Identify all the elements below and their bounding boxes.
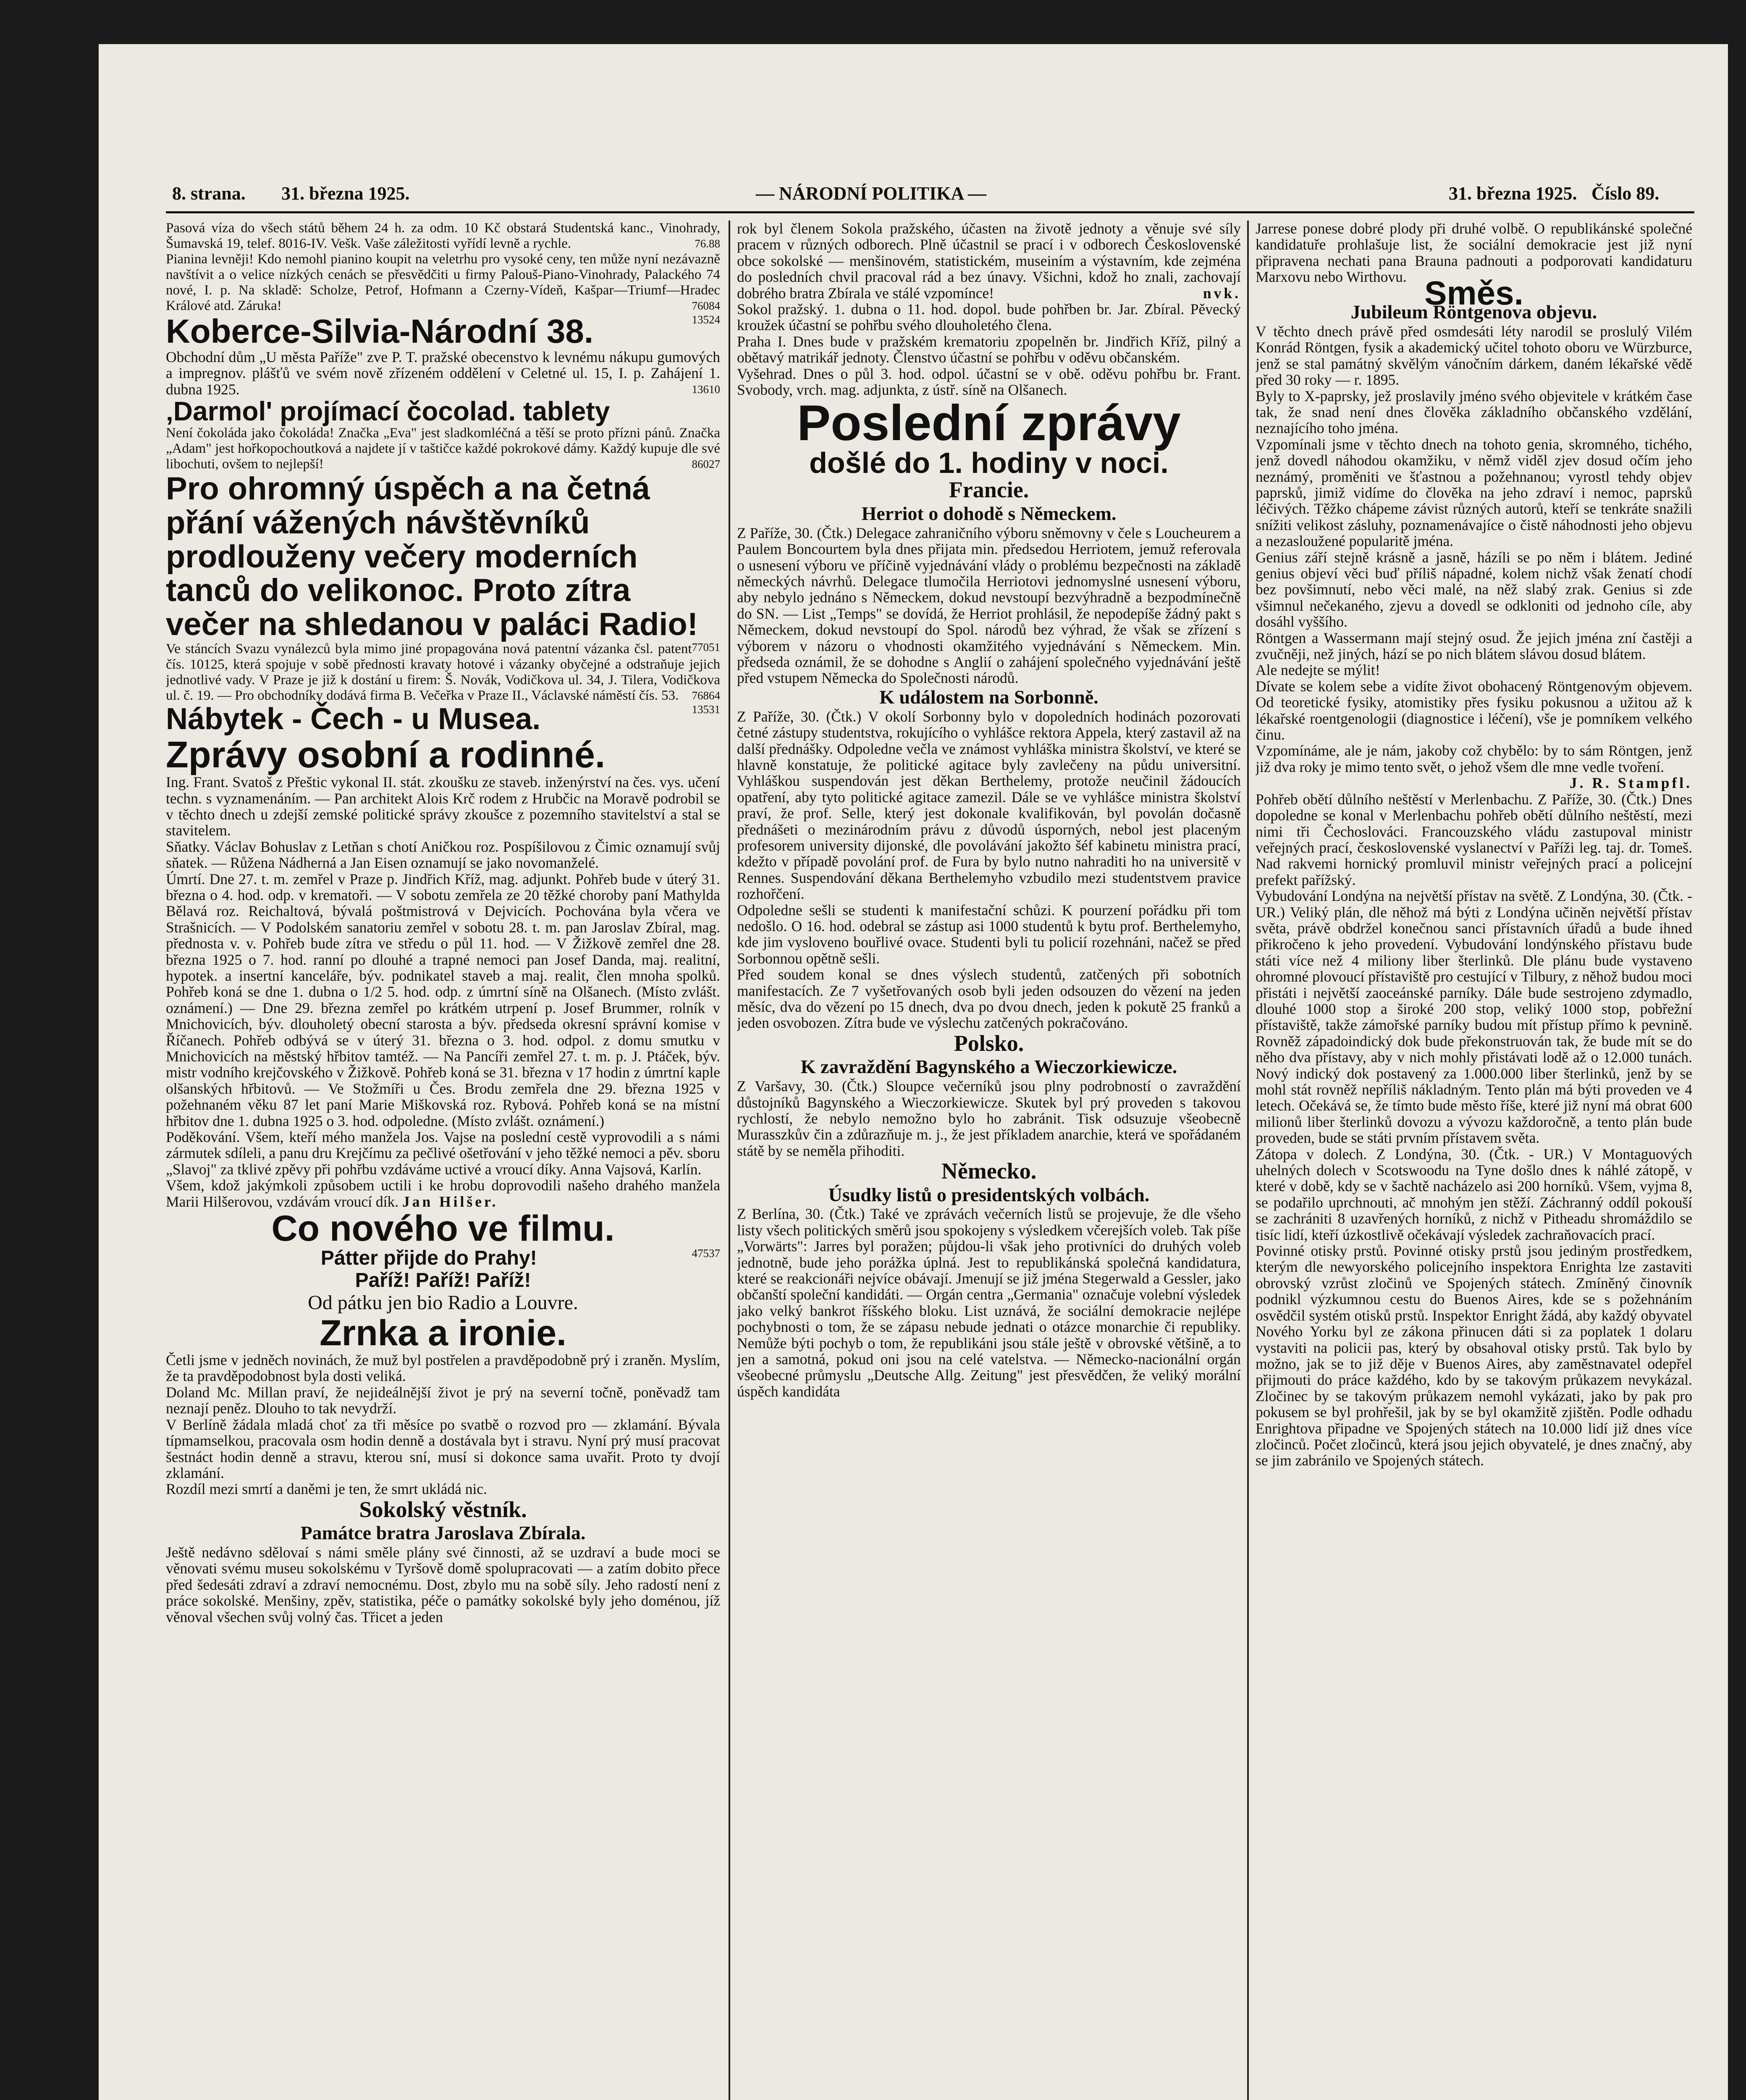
heading-bagynski: K zavraždění Bagynského a Wieczorkiewicze. [800, 1056, 1177, 1078]
page-header [172, 183, 1688, 206]
header-rule [166, 211, 1694, 213]
zrnka-4: Rozdíl mezi smrtí a daněmi je ten, že smrt ukládá nic. [166, 1480, 487, 1498]
zrnka-1: Četli jsme v jedněch novinách, že muž byl postřelen a pravděpodobně prý i zraněn. Myslím, že ta pravděpodobnost byla dosti veliká. [166, 1352, 720, 1385]
polsko-article: Z Varšavy, 30. (Čtk.) Sloupce večerníků jsou plny podrobností o zavraždění důstojníků Bagynského a Wieczorkiewicze. Skutek byl prý proveden s takovou rychlostí, že nebylo nemožno bylo ho zabránit. Tisk odsuzuje všeobecně Murasszkův čin a zdůrazňuje m. j., že jest příkladem anarchie, která ve spořádaném státě by se neměla přihoditi. [737, 1078, 1241, 1159]
page-number: 8. strana. [172, 183, 246, 204]
sokol-text: Ještě nedávno sdělovaí s námi směle plány své činnosti, až se uzdraví a bude moci se věnovati svému museu sokolskému v Tyršově domě spolupracovati — a zatím dobito přece před šedesáti zdraví a zdraví nemocnému. Dost, zbylo mu na sobě síly. Jeho radostí není z práce sokolské. Menšiny, zpěv, statistika, péče o památky sokolské byly jeho doménou, jíž věnoval všechen svůj volný čas. Třicet a jeden [166, 1544, 720, 1625]
heading-francie: Francie. [949, 477, 1029, 503]
rontgen-7: Dívate se kolem sebe a vidíte život obohacený Röntgenovým objevem. Od teoretické fysiky, atomistiky přes fysiku pokusnou a užitou až k lékařské roentgenologii (diagnostice i léčení), vše je pomníkem velkého činu. [1256, 677, 1692, 743]
sokol-prazsky: Sokol pražský. 1. dubna o 11. hod. dopol. bude pohřben br. Jar. Zbíral. Pěvecký kroužek účastní se pohřbu svého dlouholetého člena. [737, 301, 1241, 334]
sorbonna-article-3: Před soudem konal se dnes výslech studentů, zatčených při sobotních manifestacích. Ze 7 vyšetřovaných osob byli jeden odsouzen do vězení na jeden měsíc, dva do vězení po 15 dnech, dva po dvou dnech, jeden k pokutě 25 franků a jeden osvobozen. Zítra bude ve výslechu zatčených pokračováno. [737, 966, 1241, 1032]
ad-darmol: ‚Darmol' projímací čocolad. tablety [166, 396, 610, 427]
section-title-sokolsky-vestnik: Sokolský věstník. [359, 1496, 527, 1522]
section-title-film: Co nového ve filmu. [271, 1208, 615, 1249]
section-subtitle-dosle: došlé do 1. hodiny v noci. [809, 446, 1169, 480]
section-title-zrnka: Zrnka a ironie. [320, 1312, 566, 1353]
newspaper-page [99, 44, 1728, 2100]
news-zatopa: Zátopa v dolech. Z Londýna, 30. (Čtk. - UR.) V Montaguových uhelných dolech v Scotswoodu na Tyne došlo dnes k náhlé zátopě, v které v době, kdy se v šachtě nacházelo asi 200 horníků. Všem, vyjma 8, se podařilo uprchnouti, ač mnohým jen stěží. Záchranný oddíl pokouší se zachrániti 8 uzavřených horníků, z nichž v Pitheadu shromáždilo se tisíc lidí, kteří úzkostlivě očekávají výsledek zachraňovacích prací. [1256, 1145, 1692, 1243]
newspaper-title: — NÁRODNÍ POLITIKA — [756, 183, 986, 204]
rontgen-signature: J. R. Stampfl. [1569, 774, 1692, 792]
nemecko-article: Z Berlína, 30. (Čtk.) Také ve zprávách večerních listů se projevuje, že dle všeho listy všech politických směrů jsou spokojeny s výsledkem včerejších voleb. Tak píše „Vorwärts": Jarres byl poražen; půjdou-li však jeho protivníci do druhých voleb jednotně, bude jeho porážka úplná. Jest to republikánská společná kandidatura, které se reakcionáři nejvíce obávají. Jmenují se již jména Stegerwald a Gessler, jako občanští společní kandidáti. — Orgán centra „Germania" označuje volební výsledek jako velký bankrot říšského bloku. List uznává, že sociální demokracie nejlépe pochybnosti o tom, že se zápasu nebude jednati o otázce monarchie či republiky. Nemůže býti pochyb o tom, že republikáni jsou stále ještě v obrovské většině, a to jen a samotná, pokud oni jsou na celé vatelstva. — Německo-nacionální orgán všeobecné průmyslu „Deutsche Allg. Zeitung" jest přesvědčen, že veliký morální úspěch kandidáta [737, 1205, 1241, 1400]
ad-nabytek: Nábytek - Čech - u Musea. 13531 [166, 702, 720, 736]
ad-obchodni-dum: Obchodní dům „U města Paříže" zve P. T. pražské obecenstvo k levnému nákupu gumových a impregnov. plášťů ve svém nově zřízeném oddělení v Celetné ul. 15, I. p. Zahájení 1. dubna 1925. 13610 [166, 349, 720, 398]
sokol-continued: rok byl členem Sokola pražského, účasten na životě jednoty a věnuje své síly pracem v různých odborech. Plně účastnil se prací i v odborech Československé obce sokolské — menšinovém, statistickém, museiním a výstavním, kde zejména do posledních chvil pracoval rád a bez únavy. Všichni, kdož ho znali, zachovají dobrého bratra Zbírala ve stálé vzpomínce! nvk. [737, 220, 1241, 302]
film-text: Od pátku jen bio Radio a Louvre. [308, 1291, 578, 1314]
praha-1: Praha I. Dnes bude v pražském krematoriu zpopelněn br. Jindřich Kříž, pilný a obětavý matrikář jednoty. Členstvo účastní se pohřbu v oděvu občanském. [737, 333, 1241, 366]
heading-rontgen: Jubileum Röntgenova objevu. [1350, 301, 1597, 323]
column-3 [1256, 220, 1692, 2100]
ad-pasova-text: Pasová víza do všech států během 24 h. za odm. 10 Kč obstará Studentská kanc., Vinohrady, Šumavská 19, telef. 8016-IV. Vešk. Vaše záležitosti vyřídí levně a rychle. 76.88 [166, 220, 720, 251]
header-date-right: 31. března 1925. [1449, 183, 1577, 204]
rontgen-2: Byly to X-paprsky, jež proslavily jméno svého objevitele v krátkém čase tak, že snad není dnes člověka základního občanského vzdělání, neznajícího toho jména. [1256, 387, 1692, 437]
rontgen-3: Vzpomínali jsme v těchto dnech na tohoto genia, skromného, tichého, jenž dovedl náhodou okamžiku, v němž viděl zjev dosud očím jeho neznámý, proměniti ve šťastnou a požehnanou; vyrostl tehdy objev paprsků, jimiž vidíme do člověka na jeho zdraví i nemoc, paprsků léčivých. Těžko chápeme závist různých autorů, kteří se tenkráte snažili snížiti velikost zásluhy, poznamenávajíce o čistě náhodnosti jeho objevu a nezasloužené popularitě jména. [1256, 436, 1692, 550]
heading-polsko: Polsko. [954, 1030, 1024, 1056]
column-2 [737, 220, 1241, 2100]
news-merlenbach: Pohřeb obětí důlního neštěstí v Merlenbachu. Z Paříže, 30. (Čtk.) Dnes dopoledne se konal v Merlenbachu pohřeb obětí důlního neštěstí, mezi nimi tři Čechoslováci. Francouzského vládu zastupoval ministr veřejných prací, československé vyslanectví v Paříži leg. taj. dr. Tomeš. Nad rakvemi hornický promluvil ministr veřejných prací a policejní prefekt pařížský. [1256, 790, 1692, 888]
heading-volby: Úsudky listů o presidentských volbách. [828, 1184, 1150, 1205]
zpravy-intro: Ing. Frant. Svatoš z Přeštic vykonal II. stát. zkoušku ze staveb. inženýrství na čes. vys. učení techn. s vyznamenáním. — Pan architekt Alois Krč rodem z Hrubčic na Moravě podrobil se v těchto dnech u zdejší zemské politické správy zkoušce z pozemního stavitelství a stal se stavitelem. [166, 774, 720, 839]
ad-koberce: Koberce-Silvia-Národní 38. 13524 [166, 312, 720, 350]
heading-nemecko: Německo. [941, 1158, 1037, 1184]
heading-herriot: Herriot o dohodě s Německem. [861, 502, 1117, 524]
zrnka-2: Doland Mc. Millan praví, že nejideálnější život je prý na severní točně, poněvadž tam neznají peněz. Dlouho to tak nevydrží. [166, 1383, 720, 1417]
section-title-smes: Směs. [1424, 274, 1523, 312]
news-londyn: Vybudování Londýna na největší přístav na světě. Z Londýna, 30. (Čtk. - UR.) Veliký plán, dle něhož má býti z Londýna učiněn největší přístav světa, právě obdržel konečnou sanci přístavních úřadů a bude ihned přikročeno k jeho provedení. Vybudování londýnského přístavu bude státi více než 4 miliony liber šterlinků. Dle plánu bude vystaveno ohromné plovoucí přístaviště pro cestující v Tilbury, z něhož budou moci přistáti i největší zaoceánské parníky. Dále bude sestrojeno zdymadlo, dlouhé 1000 stop a široké 200 stop, veliký 1000 stop, pobřežní přístaviště, takže zámořské parníky budou mít přístup přímo k pevnině. Rovněž západoindický dok bude překonstruován tak, že bude mít se do něho dva přístavy, aby v nich mohly přistávati lodě až o 12.000 tunách. Nový indický dok postavený za 1.000.000 liber šterlinků, jenž by se mohl stát rovněž nepříliš nákladným. Tento plán má býti proveden ve 4 letech. Očekává se, že tímto bude město říše, které již nyní má obrat 600 milionů liber šterlinků dovozu a vývozu každoročně, a tento plán bude proveden, bude se státi prvním přístavem světa. [1256, 887, 1692, 1147]
ad-vazanky: Ve stáncích Svazu vynálezců byla mimo jiné propagována nová patentní vázanka čsl. patent čís. 10125, která spojuje v sobě přednosti kravaty hotové i vázanky obyčejné a odstraňuje jejich jednotlivé vady. V Praze je již k dostání u firem: Š. Novák, Vodičkova ul. 34, J. Tilera, Vodičkova ul. č. 19. — Pro obchodníky dodává firma B. Večeřka v Praze II., Václavské náměstí čís. 53. 76864 [166, 641, 720, 704]
zrnka-3: V Berlíně žádala mladá choť za tři měsíce po svatbě o rozvod pro — zklamání. Bývala típmamselkou, pracovala osm hodin denně a dostávala byt i stravu. Nyní prý musí pracovat šestnáct hodin denně a stravu, kterou sní, musí si dokonce sama uvařit. Proto ty dvojí zklamání. [166, 1416, 720, 1481]
issue-number: Číslo 89. [1591, 183, 1659, 204]
sokol-subtitle: Památce bratra Jaroslava Zbírala. [300, 1522, 586, 1544]
sorbonna-article: Z Paříže, 30. (Čtk.) V okolí Sorbonny bylo v dopoledních hodinách pozorovati četné zástupy studentstva, rokujícího o vyhlášce rektora Appela, který zastavil až na další přednášky. Odpoledne večla ve známost vyhláška ministra školství, ve které se hlavně konstatuje, že politické agitace byly zavlečeny na půdu universitní. Vyhláškou suspendován jest děkan Berthelemy, protože neučinil žádoucích opatření, aby tyto politické agitace zamezil. Dále se ve vyhlášce ministra školství praví, že prof. Selle, který jest dokonale kvalifikován, byl povolán dočasně přednášeti o mezinárodním právu z důvodů úsporných, nebol jest placeným profesorem university dijonské, dle povolávání jakožto šéf kabinetu ministra prací, kdežto v případě povolání prof. de Fura by bylo nutno nahraditi ho na universitě v Rennes. Suspendování děkana Berthelemyho vzbudilo mezi studentstvem pravice rozhořčení. [737, 708, 1241, 903]
podekovani: Poděkování. Všem, kteří mého manžela Jos. Vajse na poslední cestě vyprovodili a s námi zármutek sdíleli, a panu dru Krejčímu za pečlivé ošetřování v jeho těžké nemoci a pěv. sboru „Slavoj" za tklivé zpěvy při pohřbu vzdáváme uctivé a vroucí díky. Anna Vajsová, Karlín. [166, 1129, 720, 1178]
heading-sorbonna: K událostem na Sorbonně. [879, 686, 1098, 708]
section-title-posledni-zpravy: Poslední zprávy [797, 395, 1181, 452]
sorbonna-article-2: Odpoledne sešli se studenti k manifestační schůzi. K pourzení pořádku při tom nedošlo. O 16. hod. odebral se zástup asi 1000 studentů k bytu prof. Berthelemyho, kde jim vysloveno bouřlivé ovace. Studenti byli tu policií rozehnáni, načež se před Sorbonnou opětně sešli. [737, 901, 1241, 967]
rontgen-1: V těchto dnech právě před osmdesáti léty narodil se proslulý Vilém Konrád Röntgen, fysik a akademický učitel tohoto oboru ve Würzburce, jenž se stal památný skvělým vánočním dárkem, daném lékařské vědě před 30 roky — r. 1895. [1256, 323, 1692, 388]
rontgen-6: Ale nedejte se mýlit! [1256, 662, 1380, 679]
umrti: Úmrtí. Dne 27. t. m. zemřel v Praze p. Jindřich Kříž, mag. adjunkt. Pohřeb bude v úterý 31. března o 4. hod. odp. v krematoři. — V sobotu zemřela ze 20 těžké choroby paní Mathylda Bělavá roz. Reichaltová, bývalá poštmistrová v Dejvicích. Pochována byla včera ve Strašnicích. — V Podolském sanatoriu zemřel v sobotu 28. t. m. pan Jaroslav Zbíral, mag. přednosta v. v. Pohřeb bude zítra ve středu o půl 11. hod. — V Žižkově zemřel dne 28. března 1925 o 7. hod. ranní po dlouhé a trapné nemoci pan Josef Danda, maj. realitní, hypotek. a insertní kanceláře, býv. podnikatel staveb a maj. realit, člen mnoha spolků. Pohřeb koná se dne 1. dubna o 1/2 5. hod. odp. z úmrtní síně na Olšanech. (Místo zvlášt. oznámení.) — Dne 29. března zemřel po krátkém utrpení p. Josef Brummer, rolník v Mnichovicích, býv. dlouholetý obecní starosta a býv. předseda okresní správní komise v Říčanech. Pohřeb odbývá se v úterý 31. března o 3. hod. odpol. z domu smutku v Mnichovicích na městský hřbitov tamtéž. — Na Pancíři zemřel 27. t. m. p. J. Ptáček, býv. mistr vodního krejčovského v Žižkově. Pohřeb koná se 31. března v 17 hodin z úmrtní kaple olšanských hřbitovů. — Ve Stožmíři u Čes. Brodu zemřela dne 29. března 1925 v požehnaném věku 87 let paní Marie Miškovská roz. Rybová. Pohřeb koná se na místní hřbitov dne 1. dubna 1925 o 3. hod. odpoledne. (Místo zvlášt. oznámení.) [166, 870, 720, 1129]
news-otisky-prstu: Povinné otisky prstů. Povinné otisky prstů jsou jediným prostředkem, kterým dle newyorského policejního inspektora Enrighta lze zastaviti obrovský vzrůst zločinů ve Spojených státech. Zmíněný činovník podnikl výzkumnou cestu do Buenos Aires, kde se s požehnáním osvědčil systém otisků prstů. Inspektor Enright žádá, aby každý obyvatel Nového Yorku byl ze zákona přinucen dáti si za poplatek 1 dolaru vystaviti na policii pas, který by obsahoval otisky prstů. Tak bylo by možno, jak se to již děje v Buenos Aires, aby zaměstnavatel odepřel přijmouti do práce každého, kdo by se takovým průkazem nevykázal. Zločinec by se takovým průkazem nemohl vykázati, jako by pak pro pokusem se byl prohřešil, jak by se byl okamžitě zjištěn. Podle odhadu Enrightova připadne ve Spojených státech na 10.000 lidí již dnes více zločinců. Počet zločinců, která jsou jejich obyvatelé, je dnes značný, aby se jim zabránilo ve Spojených státech. [1256, 1242, 1692, 1469]
column-1 [166, 220, 720, 2100]
ad-cokolada: Není čokoláda jako čokoláda! Značka „Eva" jest sladkomléčná a těší se proto přízni pánů. Značka „Adam" jest hořkopochoutková a najdete jí v taštičce každé pokrokové dámy. Každý kupuje dle své libochuti, ovšem to nejlepší! 86027 [166, 425, 720, 472]
rontgen-8: Vzpomínáme, ale je nám, jakoby což chybělo: by to sám Röntgen, jenž již dva roky je mimo tento svět, o jehož všem dle mne vedle tvoření. [1256, 742, 1692, 775]
ad-radio: Pro ohromný úspěch a na četná přání vážených návštěvníků prodlouženy večery moderních tanců do velikonoc. Proto zítra večer na shledanou v paláci Radio! 77051 [166, 471, 720, 654]
herriot-article: Z Paříže, 30. (Čtk.) Delegace zahraničního výboru sněmovny v čele s Loucheurem a Paulem Boncourtem byla dnes přijata min. předsedou Herriotem, jemuž referovala o usnesení výboru ve příčině vyjednávání vlády o problému bezpečnosti na základě německých návrhů. Delegace tlumočila Herriotovi jednomyslné usnesení výboru, aby nebylo jednáno s Německem, dokud nevstoupí bezvýhradně a bezpodmínečně do SN. — List „Temps" se dovídá, že Herriot prohlásil, že nepodepíše žádný pakt s Německem, dokud nevstoupí do Spol. národů bez výhrad, že však se zřízení s výborem v názoru o vhodnosti okamžitého vyjednávání s Německem. Min. předseda oznámil, že se dohodne s Anglií o zahájení společného vyjednávání ještě před vstupem Německa do Společnosti národů. [737, 524, 1241, 687]
column-divider-1 [729, 220, 730, 2100]
rontgen-5: Röntgen a Wassermann mají stejný osud. Že jejich jména zní častěji a zvučněji, než jiných, hází se po nich blátem slávou dosud blátem. [1256, 629, 1692, 663]
rontgen-4: Genius září stejně krásně a jasně, házíli se po něm i blátem. Jediné genius objeví věci buď příliš nápadné, kolem nichž však ženatí chodí bez povšimnutí, nebo věci malé, na něž slabý zrak. Genius si zde všimnul nečekaného, zjevu a dovedl se odkloniti od jednoho cíle, aby dosáhl vyššího. [1256, 549, 1692, 630]
vysehrad: Vyšehrad. Dnes o půl 3. hod. odpol. účastní se v obě. oděvu pohřbu br. Frant. Svobody, vrch. mag. adjunkta, z ústř. síně na Olšanech. [737, 365, 1241, 399]
film-pariz: Paříž! Paříž! Paříž! [355, 1269, 531, 1292]
podekovani-vsem: Všem, kdož jakýmkoli způsobem uctili i ke hrobu doprovodili našeho drahého manžela Marii Hilšerovou, vzdávám vroucí dík. Jan Hilšer. [166, 1177, 720, 1210]
header-date-left: 31. března 1925. [281, 183, 410, 204]
ad-pianina-text: Pianina levněji! Kdo nemohl pianino koupit na veletrhu pro vysoké ceny, ten může nyní nezávazně navštívit a o velice nízkých cenách se přesvědčiti u firmy Palouš-Piano-Vinohrady, Palackého 74 nové, I. p. Na skladě: Scholze, Petrof, Hofmann a Czerny-Vídeň, Kašpar—Triumf—Hradec Králové atd. Záruka! 76084 [166, 252, 720, 313]
column-divider-2 [1247, 220, 1249, 2100]
section-title-zpravy-osobni: Zprávy osobní a rodinné. [166, 733, 606, 775]
snatky: Sňatky. Václav Bohuslav z Letňan s chotí Aničkou roz. Pospíšilovou z Čimic oznamují svůj sňatek. — Růžena Nádherná a Jan Eisen oznamují se jako novomanželé. [166, 838, 720, 872]
nemecko-continued: Jarrese ponese dobré plody při druhé volbě. O republikánské společné kandidatuře prohlašuje list, že sociální demokracie jest již nyní připravena nechati pana Brauna padnouti a podporovati kandidaturu Marxovu nebo Wirthovu. [1256, 220, 1692, 286]
film-subtitle: Pátter přijde do Prahy! 47537 [320, 1247, 720, 1270]
